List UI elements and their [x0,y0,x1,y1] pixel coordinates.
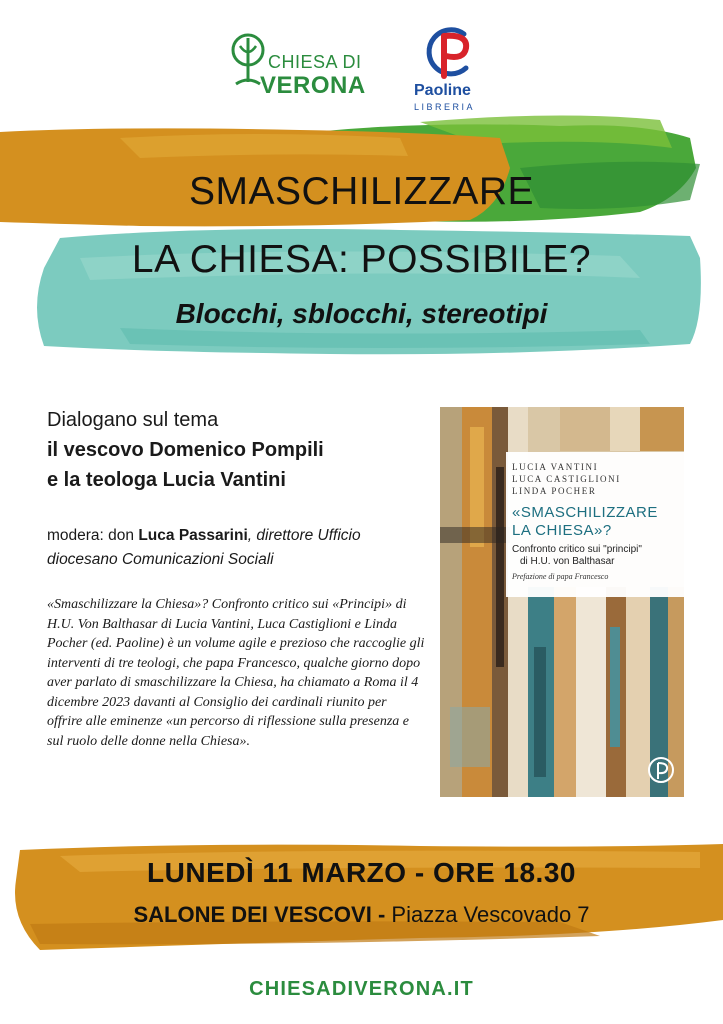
event-date-time: LUNEDÌ 11 MARZO - ORE 18.30 [147,857,576,888]
event-address: Piazza Vescovado 7 [391,902,590,927]
book-subtitle-line-1: Confronto critico sui "principi" [512,544,642,555]
moderator-block [47,524,427,572]
paoline-name: Paoline [414,82,471,99]
book-cover [440,407,684,797]
logo-line-chiesa-di: CHIESA DI [268,52,362,72]
book-author-1: LUCIA VANTINI [512,462,599,472]
moderator-label: modera: don [47,527,139,544]
book-subtitle [512,544,642,568]
logo-line-verona: VERONA [260,72,366,99]
book-title [512,504,658,540]
book-subtitle-line-2: di H.U. von Balthasar [520,556,615,567]
paoline-tagline: LIBRERIA [414,102,476,112]
title-line-2: LA CHIESA: POSSIBILE? [131,238,592,281]
speakers-block [47,405,427,495]
book-author-2: LUCA CASTIGLIONI [512,474,621,484]
speakers-lead: Dialogano sul tema [47,409,219,431]
book-title-line-1: «SMASCHILIZZARE [512,504,658,521]
paoline-libreria-logo [412,22,502,112]
speaker-theologian: e la teologa Lucia Vantini [47,469,286,491]
title-line-1: SMASCHILIZZARE [188,170,535,213]
chiesa-di-verona-logo [230,28,370,100]
moderator-name: Luca Passarini [138,527,248,544]
event-venue: SALONE DEI VESCOVI [133,902,372,927]
website-link[interactable]: CHIESADIVERONA.IT [249,978,474,1000]
moderator-role: , direttore Ufficio diocesano Comunicazioni Sociali [47,527,361,568]
book-description: «Smaschilizzare la Chiesa»? Confronto critico sui «Principi» di H.U. Von Balthasar di Lucia Vantini, Luca Castiglioni e Linda Pocher (ed. Paoline) è un volume agile e prezioso che raccoglie gli interventi di tre teologi, che papa Francesco, qualche giorno dopo aver parlato di smaschilizzare la Chiesa, ha chiamato a Roma il 4 dicembre 2023 davanti al Consiglio dei cardinali riunito per offrire alle eminenze «un percorso di riflessione sulla presenza e sul ruolo delle donne nella Chiesa». [47,597,425,749]
book-publisher-icon [646,755,676,785]
paoline-p-icon [422,22,478,80]
event-separator: - [371,902,392,927]
book-title-line-2: LA CHIESA»? [512,522,612,539]
subtitle: Blocchi, sblocchi, stereotipi [175,298,548,329]
speaker-bishop: il vescovo Domenico Pompili [47,439,324,461]
event-location [0,902,723,928]
book-author-3: LINDA POCHER [512,486,597,496]
book-preface: Prefazione di papa Francesco [512,572,609,581]
